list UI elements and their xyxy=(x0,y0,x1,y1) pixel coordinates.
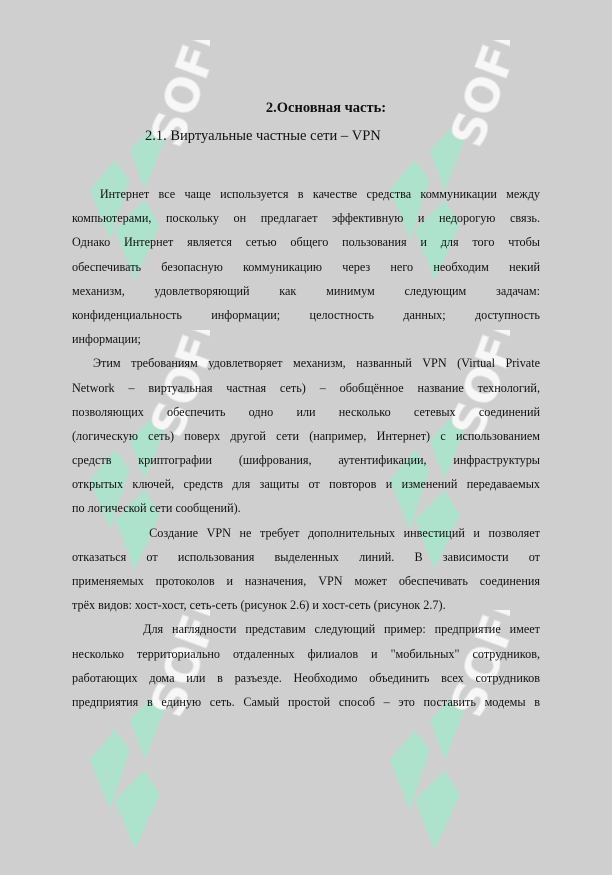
text-line: Однако Интернет является сетью общего пользования и для того чтобы xyxy=(72,235,540,250)
text-line: предприятия в единую сеть. Самый простой способ – это поставить модемы в xyxy=(72,694,540,709)
text-line: Этим требованиям удовлетворяет механизм, названный VPN (Virtual Private xyxy=(72,356,540,371)
svg-text:SOFF: SOFF xyxy=(439,330,510,444)
svg-text:SOFF: SOFF xyxy=(439,40,510,154)
text-line: Для наглядности представим следующий пример: предприятие имеет xyxy=(72,622,540,637)
svg-text:SOFF: SOFF xyxy=(139,330,210,444)
svg-text:SOFF: SOFF xyxy=(139,610,210,724)
text-line: применяемых протоколов и назначения, VPN может обеспечивать соединения xyxy=(72,574,540,588)
text-line: открытых ключей, средств для защиты от повторов и изменений передаваемых xyxy=(72,477,540,492)
svg-text:SOFF: SOFF xyxy=(439,610,510,724)
text-line: (логическую сеть) поверх другой сети (например, Интернет) с использованием xyxy=(72,428,540,443)
text-line: механизм, удовлетворяющий как минимум следующим задачам: xyxy=(72,283,540,298)
section-heading: 2.Основная часть: xyxy=(265,100,387,116)
text-line: по логической сети сообщений). xyxy=(72,501,241,516)
text-line: работающих дома или в разъезде. Необходимо объединить всех сотрудников xyxy=(72,670,540,685)
text-line: Network – виртуальная частная сеть) – обобщённое название технологий, xyxy=(72,380,540,395)
text-line: трёх видов: хост-хост, сеть-сеть (рисунок 2.6) и хост-сеть (рисунок 2.7). xyxy=(72,598,446,613)
subsection-heading: 2.1. Виртуальные частные сети – VPN xyxy=(145,128,381,144)
body-text xyxy=(72,182,540,714)
text-line: позволяющих обеспечить одно или несколько сетевых соединений xyxy=(72,404,540,419)
text-line: информации; xyxy=(72,332,141,347)
text-line: конфиденциальность информации; целостность данных; доступность xyxy=(72,307,540,322)
text-line: средств криптографии (шифрования, аутентификации, инфраструктуры xyxy=(72,453,540,468)
text-line: отказаться от использования выделенных линий. В зависимости от xyxy=(72,549,540,564)
text-line: обеспечивать безопасную коммуникацию через него необходим некий xyxy=(72,259,540,274)
text-line: Интернет все чаще используется в качестве средства коммуникации между xyxy=(72,187,540,201)
text-line: компьютерами, поскольку он предлагает эффективную и недорогую связь. xyxy=(72,211,540,226)
text-line: несколько территориально отдаленных филиалов и "мобильных" сотрудников, xyxy=(72,646,540,661)
text-line: Создание VPN не требует дополнительных инвестиций и позволяет xyxy=(72,525,540,540)
svg-text:SOFF: SOFF xyxy=(139,40,210,154)
